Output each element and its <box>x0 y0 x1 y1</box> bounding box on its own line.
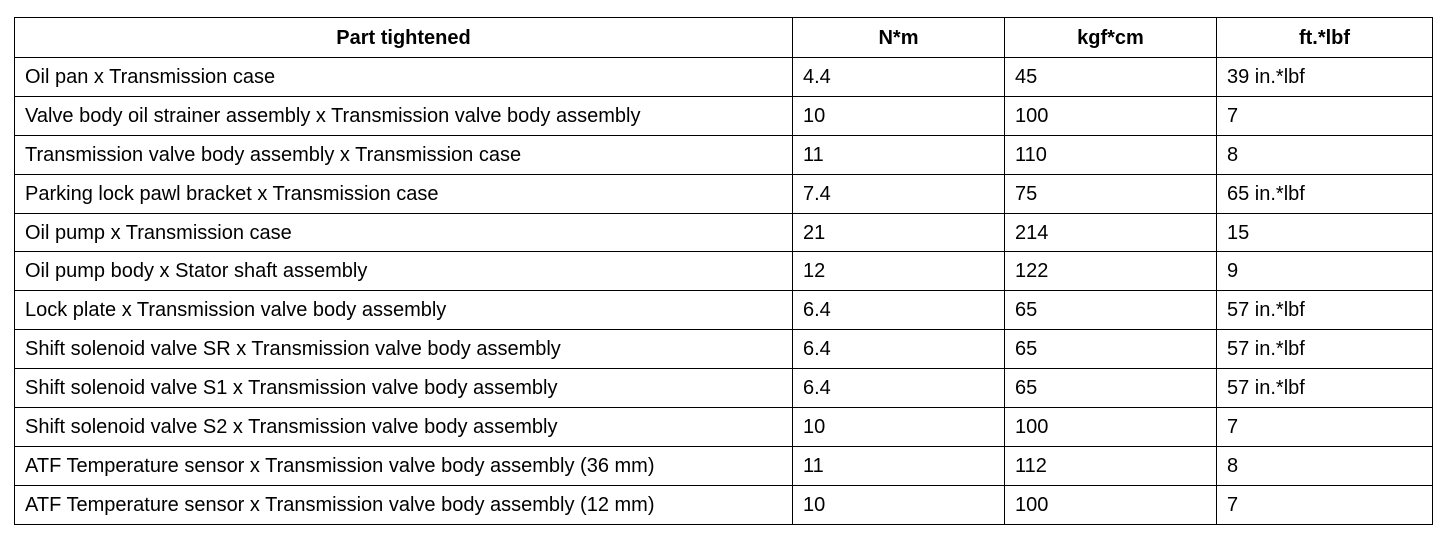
table-row <box>15 135 1433 174</box>
table-header-row <box>15 18 1433 58</box>
cell-nm: 4.4 <box>793 58 1005 97</box>
cell-kgf-cm: 65 <box>1005 330 1217 369</box>
cell-nm: 10 <box>793 96 1005 135</box>
cell-part: ATF Temperature sensor x Transmission valve body assembly (36 mm) <box>15 446 793 485</box>
cell-kgf-cm: 112 <box>1005 446 1217 485</box>
table-row <box>15 213 1433 252</box>
table-row <box>15 369 1433 408</box>
cell-ft-lbf: 7 <box>1217 408 1433 447</box>
header-part-tightened: Part tightened <box>15 18 793 58</box>
cell-kgf-cm: 100 <box>1005 96 1217 135</box>
cell-part: Shift solenoid valve SR x Transmission valve body assembly <box>15 330 793 369</box>
cell-kgf-cm: 110 <box>1005 135 1217 174</box>
cell-part: Oil pump body x Stator shaft assembly <box>15 252 793 291</box>
header-ft-lbf: ft.*lbf <box>1217 18 1433 58</box>
cell-part: Lock plate x Transmission valve body assembly <box>15 291 793 330</box>
header-newton-meters: N*m <box>793 18 1005 58</box>
cell-ft-lbf: 8 <box>1217 135 1433 174</box>
table-row <box>15 96 1433 135</box>
cell-ft-lbf: 8 <box>1217 446 1433 485</box>
cell-nm: 11 <box>793 135 1005 174</box>
table-row <box>15 58 1433 97</box>
table-row <box>15 446 1433 485</box>
torque-specification-table <box>14 17 1433 525</box>
cell-ft-lbf: 57 in.*lbf <box>1217 369 1433 408</box>
cell-ft-lbf: 15 <box>1217 213 1433 252</box>
cell-ft-lbf: 7 <box>1217 485 1433 524</box>
cell-part: Oil pump x Transmission case <box>15 213 793 252</box>
cell-ft-lbf: 9 <box>1217 252 1433 291</box>
cell-nm: 10 <box>793 485 1005 524</box>
cell-ft-lbf: 7 <box>1217 96 1433 135</box>
cell-nm: 11 <box>793 446 1005 485</box>
cell-part: Parking lock pawl bracket x Transmission case <box>15 174 793 213</box>
cell-part: Valve body oil strainer assembly x Transmission valve body assembly <box>15 96 793 135</box>
cell-kgf-cm: 122 <box>1005 252 1217 291</box>
cell-nm: 6.4 <box>793 369 1005 408</box>
cell-ft-lbf: 39 in.*lbf <box>1217 58 1433 97</box>
cell-part: Transmission valve body assembly x Transmission case <box>15 135 793 174</box>
cell-nm: 7.4 <box>793 174 1005 213</box>
table-row <box>15 408 1433 447</box>
cell-kgf-cm: 214 <box>1005 213 1217 252</box>
cell-nm: 6.4 <box>793 330 1005 369</box>
cell-nm: 12 <box>793 252 1005 291</box>
table-row <box>15 252 1433 291</box>
cell-kgf-cm: 100 <box>1005 485 1217 524</box>
cell-kgf-cm: 65 <box>1005 291 1217 330</box>
cell-kgf-cm: 75 <box>1005 174 1217 213</box>
cell-nm: 6.4 <box>793 291 1005 330</box>
cell-part: ATF Temperature sensor x Transmission valve body assembly (12 mm) <box>15 485 793 524</box>
cell-kgf-cm: 45 <box>1005 58 1217 97</box>
cell-nm: 10 <box>793 408 1005 447</box>
table-row <box>15 485 1433 524</box>
cell-ft-lbf: 57 in.*lbf <box>1217 291 1433 330</box>
cell-part: Oil pan x Transmission case <box>15 58 793 97</box>
header-kgf-cm: kgf*cm <box>1005 18 1217 58</box>
cell-nm: 21 <box>793 213 1005 252</box>
cell-ft-lbf: 65 in.*lbf <box>1217 174 1433 213</box>
table-row <box>15 174 1433 213</box>
cell-part: Shift solenoid valve S1 x Transmission valve body assembly <box>15 369 793 408</box>
cell-part: Shift solenoid valve S2 x Transmission valve body assembly <box>15 408 793 447</box>
cell-kgf-cm: 65 <box>1005 369 1217 408</box>
table-row <box>15 330 1433 369</box>
cell-ft-lbf: 57 in.*lbf <box>1217 330 1433 369</box>
cell-kgf-cm: 100 <box>1005 408 1217 447</box>
table-row <box>15 291 1433 330</box>
